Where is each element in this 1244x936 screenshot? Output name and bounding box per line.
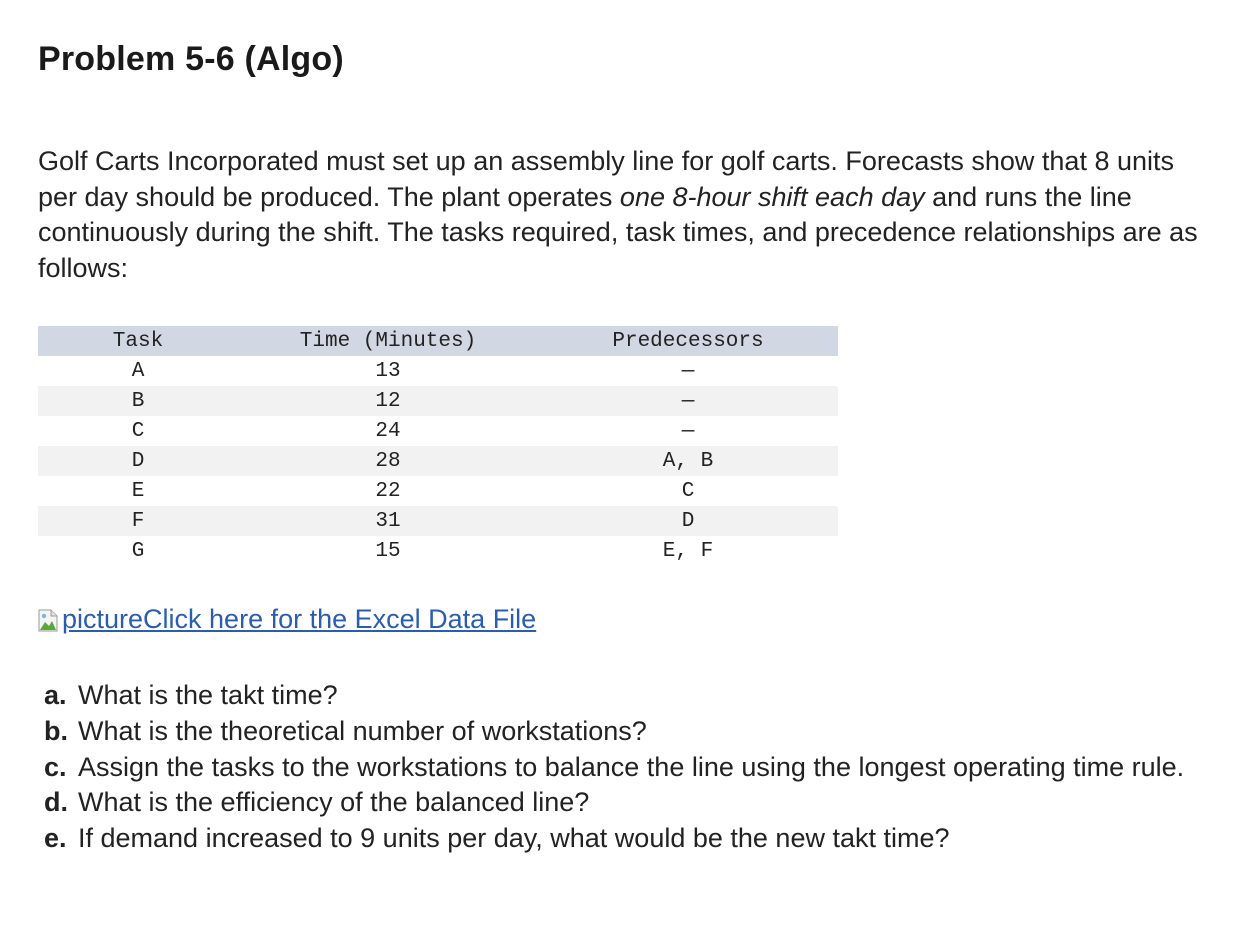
cell-time: 22: [375, 479, 401, 503]
question-text: What is the efficiency of the balanced line?: [78, 787, 590, 818]
question-a: [44, 678, 1204, 714]
cell-predecessors: C: [681, 479, 695, 503]
broken-image-icon: [38, 607, 60, 633]
cell-time: 28: [238, 446, 538, 476]
question-letter: c.: [44, 751, 67, 782]
link-alt-text[interactable]: picture: [62, 604, 144, 634]
cell-predecessors: —: [538, 386, 838, 416]
question-d: [44, 785, 1204, 821]
table-header-row: [38, 326, 838, 356]
task-table: [38, 326, 838, 566]
cell-task: B: [38, 386, 238, 416]
question-text: If demand increased to 9 units per day, what would be the new takt time?: [78, 823, 950, 854]
cell-task: E: [131, 479, 145, 503]
header-time: Time (Minutes): [238, 326, 538, 356]
cell-task: C: [131, 419, 145, 443]
cell-time: 12: [238, 386, 538, 416]
cell-task: G: [131, 539, 145, 563]
cell-task: F: [38, 506, 238, 536]
question-letter: d.: [44, 787, 68, 818]
table-row: [38, 476, 838, 506]
question-text: What is the takt time?: [78, 680, 338, 710]
cell-predecessors: —: [681, 359, 695, 383]
header-task: Task: [38, 326, 238, 356]
header-predecessors: Predecessors: [538, 326, 838, 356]
table-row: [38, 446, 838, 476]
cell-task: A: [131, 359, 145, 383]
intro-text-1: Golf Carts Incorporated must set up an assembly line for golf carts. Forecasts show that 8 units per day should be produced. The plant operates: [38, 146, 1175, 212]
question-text: Assign the tasks to the workstations to balance the line using the longest operating time rule.: [78, 751, 1185, 782]
link-label[interactable]: Click here for the Excel Data File: [143, 604, 537, 634]
question-c: [44, 750, 1204, 786]
cell-task: D: [38, 446, 238, 476]
question-b: [44, 714, 1204, 750]
cell-time: 31: [238, 506, 538, 536]
question-list: [44, 678, 1204, 857]
question-e: [44, 821, 1204, 857]
cell-time: 15: [375, 539, 401, 563]
intro-emphasis: one 8-hour shift each day: [619, 181, 925, 212]
question-text: What is the theoretical number of workstations?: [78, 715, 647, 746]
cell-predecessors: D: [538, 506, 838, 536]
table-row: [38, 536, 838, 566]
table-row: [38, 506, 838, 536]
question-letter: a.: [44, 680, 67, 710]
cell-predecessors: A, B: [538, 446, 838, 476]
question-letter: b.: [44, 715, 68, 746]
table-row: [38, 386, 838, 416]
table-row: [38, 356, 838, 386]
question-letter: e.: [44, 823, 67, 854]
problem-title: Problem 5-6 (Algo): [38, 40, 344, 78]
cell-time: 13: [375, 359, 401, 383]
excel-data-file-link[interactable]: [38, 604, 536, 635]
cell-predecessors: E, F: [662, 539, 714, 563]
cell-predecessors: —: [681, 419, 695, 443]
problem-intro: [38, 144, 1208, 286]
intro-text-2: and runs the line continuously during the shift. The tasks required, task times, and precedence relationships are as follows:: [38, 181, 1198, 283]
table-row: [38, 416, 838, 446]
cell-time: 24: [375, 419, 401, 443]
